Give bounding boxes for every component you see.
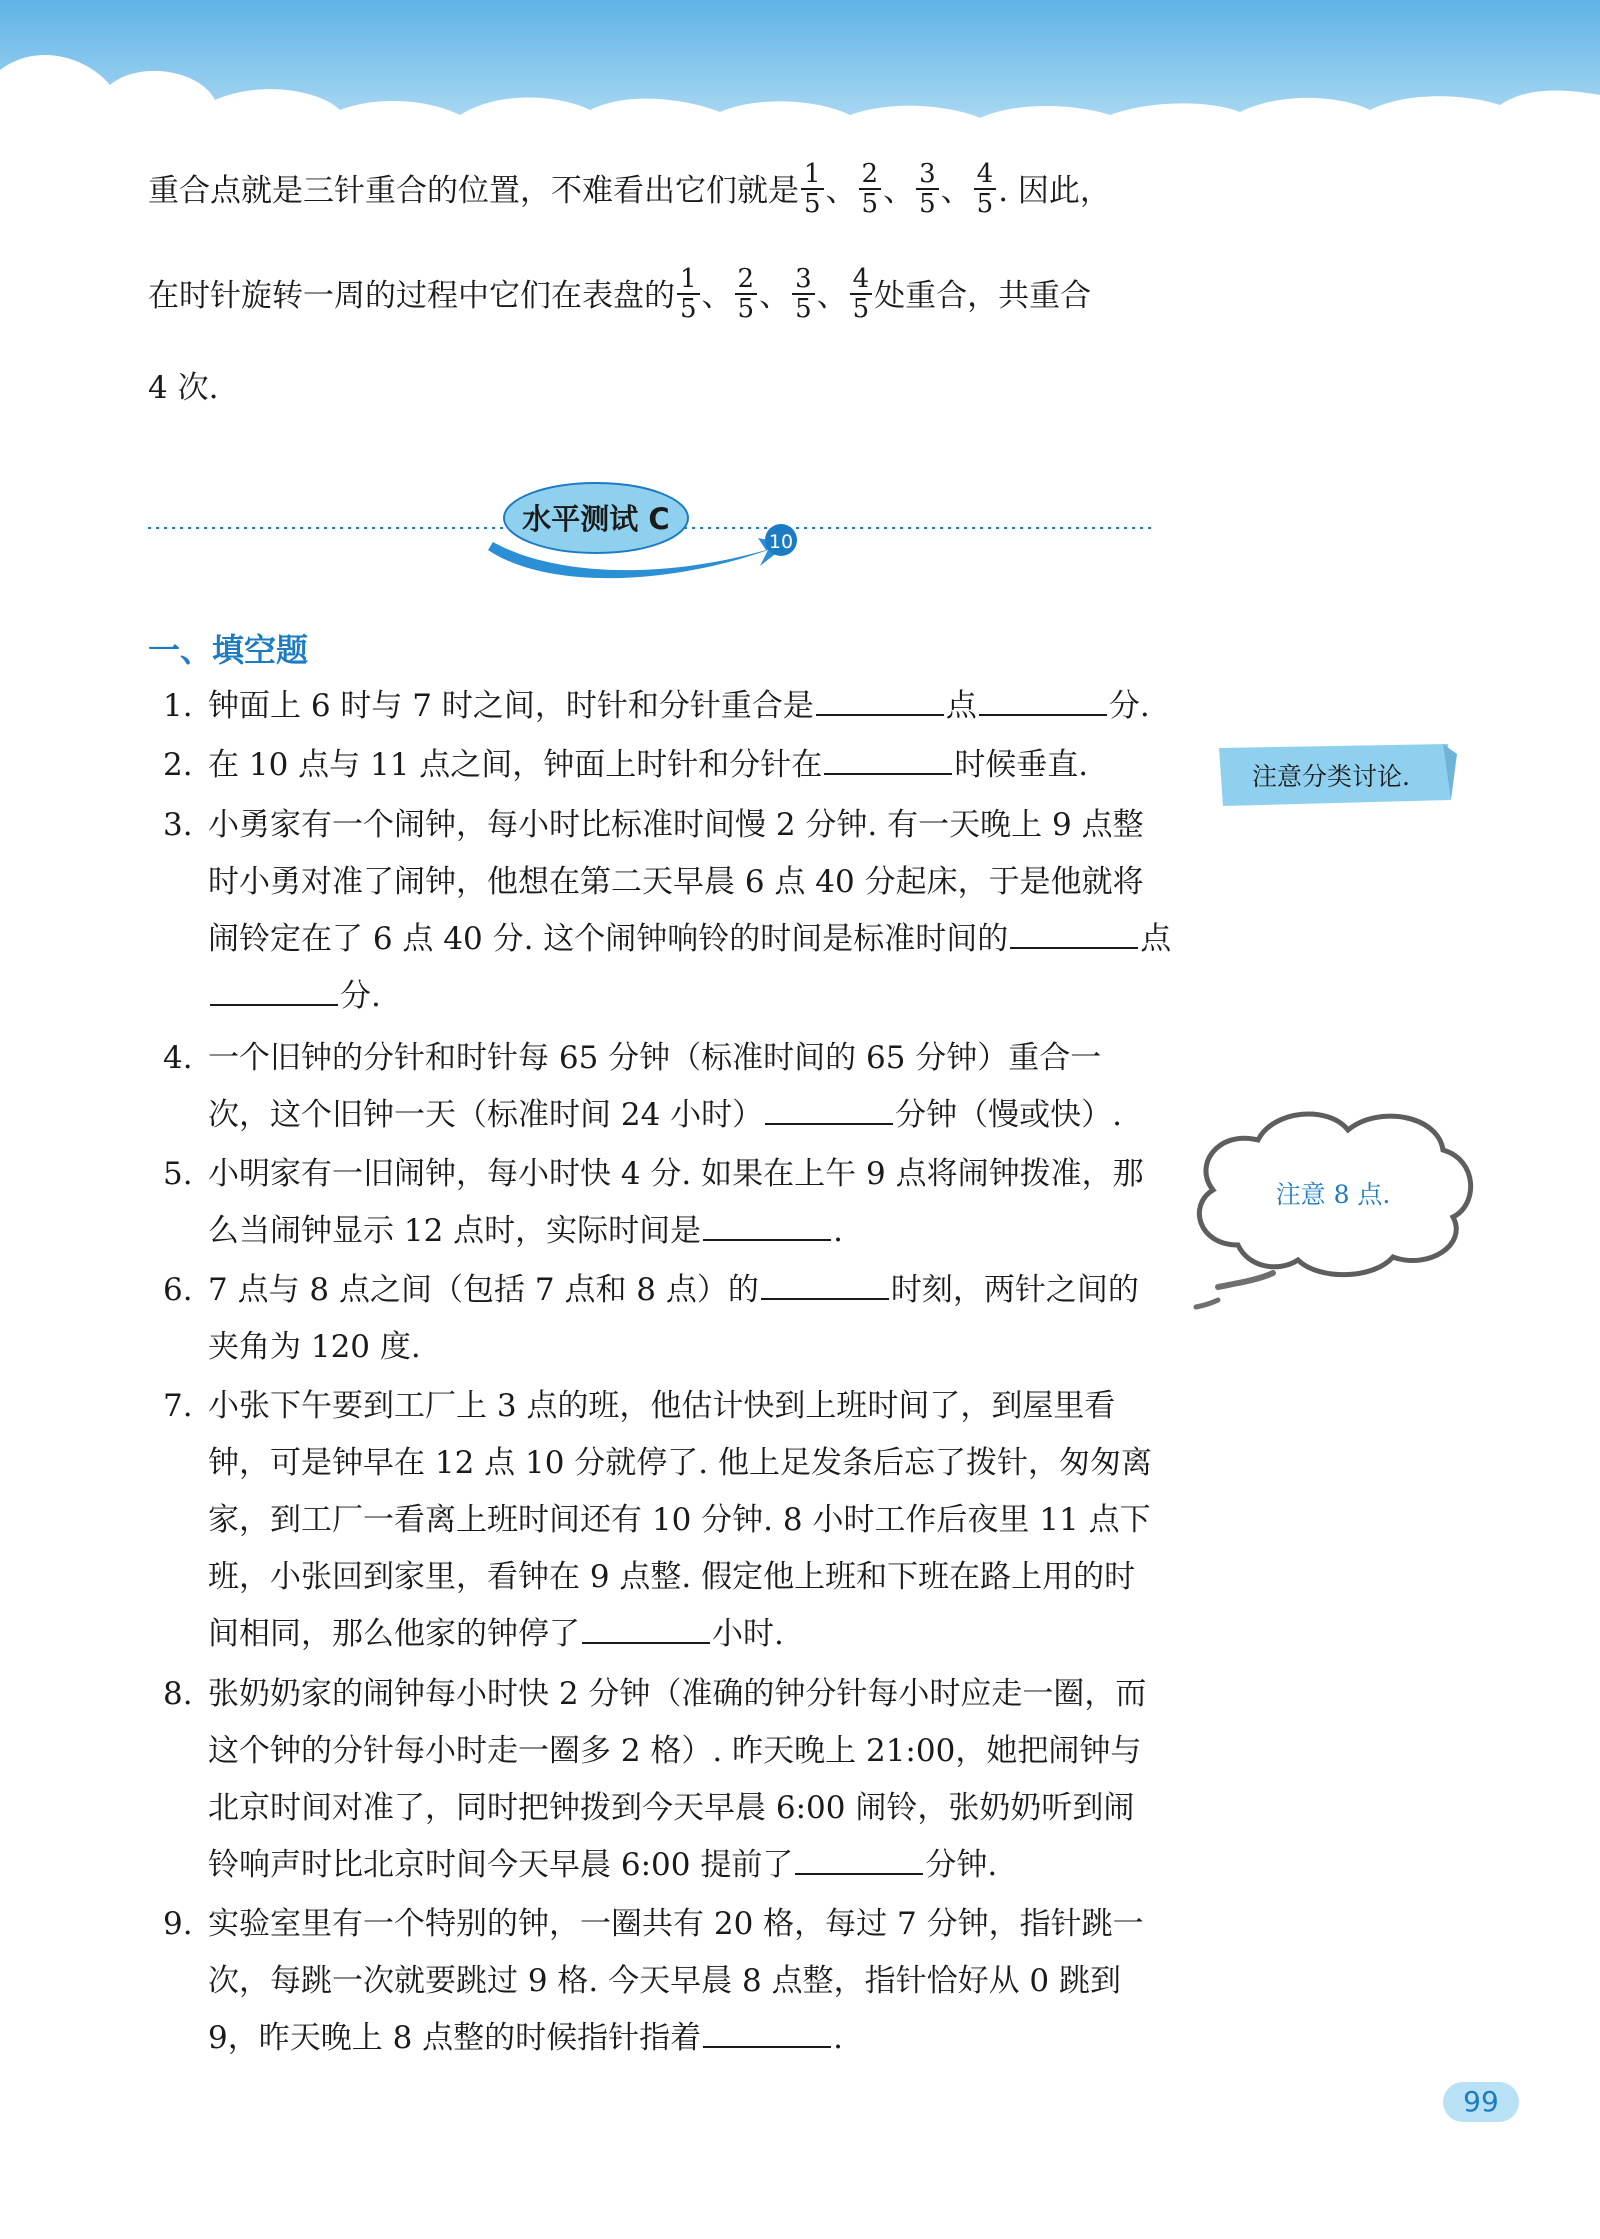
- sky-cloud-header: [0, 0, 1600, 170]
- answer-blank[interactable]: [210, 976, 338, 1006]
- fraction: $\frac{1}{5}$: [801, 160, 824, 218]
- intro-text: 在时针旋转一周的过程中它们在表盘的: [148, 278, 675, 314]
- page-number: 99: [1443, 2082, 1519, 2122]
- answer-blank[interactable]: [703, 1211, 831, 1241]
- banner-badge: 10: [768, 531, 794, 553]
- fraction: $\frac{2}{5}$: [735, 265, 758, 323]
- answer-blank[interactable]: [703, 2018, 831, 2048]
- intro-text: 4 次.: [148, 370, 219, 406]
- fraction: $\frac{3}{5}$: [916, 160, 939, 218]
- tag-note-text: 注意分类讨论.: [1252, 762, 1410, 791]
- answer-blank[interactable]: [582, 1614, 710, 1644]
- fraction: $\frac{2}{5}$: [859, 160, 882, 218]
- answer-blank[interactable]: [795, 1845, 923, 1875]
- answer-blank[interactable]: [761, 1270, 889, 1300]
- intro-text: 重合点就是三针重合的位置，不难看出它们就是: [148, 173, 799, 209]
- intro-line-2: 在时针旋转一周的过程中它们在表盘的 $\frac{1}{5}$ 、 $\frac{2}{5}$ 、 $\frac{3}{5}$ 、 $\frac{4}{5}$ 处重合，共重合: [148, 263, 1092, 324]
- answer-blank[interactable]: [824, 745, 952, 775]
- question-3: 3. 小勇家有一个闹钟，每小时比标准时间慢 2 分钟. 有一天晚上 9 点整时小勇对准了闹钟，他想在第二天早晨 6 点 40 分起床，于是他就将闹铃定在了 6 点 40 分. 这个闹钟响铃的时间是标准时间的 点分.: [163, 807, 1172, 1014]
- answer-blank[interactable]: [979, 686, 1107, 716]
- question-6: 6. 7 点与 8 点之间（包括 7 点和 8 点）的 时刻，两针之间的夹角为 120 度.: [163, 1272, 1139, 1365]
- question-9: 9. 实验室里有一个特别的钟，一圈共有 20 格，每过 7 分钟，指针跳一次，每跳一次就要跳过 9 格. 今天早晨 8 点整，指针恰好从 0 跳到 9，昨天晚上 8 点整的时候指针指着 .: [163, 1906, 1144, 2056]
- fraction: $\frac{1}{5}$: [677, 265, 700, 323]
- intro-text: 处重合，共重合: [874, 278, 1092, 314]
- question-8: 8. 张奶奶家的闹钟每小时快 2 分钟（准确的钟分针每小时应走一圈，而这个钟的分针每小时走一圈多 2 格）. 昨天晚上 21:00，她把闹钟与北京时间对准了，同时把钟拨到今天早晨 6:00 闹铃，张奶奶听到闹铃响声时比北京时间今天早晨 6:00 提前了 分钟.: [163, 1676, 1147, 1883]
- cloud-note: [1178, 1095, 1488, 1315]
- intro-line-3: [148, 360, 1153, 417]
- note-tag: [1213, 742, 1458, 812]
- section-title: 一、填空题: [148, 631, 309, 669]
- question-5: 5. 小明家有一旧闹钟，每小时快 4 分. 如果在上午 9 点将闹钟拨准，那么当闹钟显示 12 点时，实际时间是 .: [163, 1156, 1144, 1249]
- question-2: 2. 在 10 点与 11 点之间，钟面上时针和分针在 时候垂直.: [163, 747, 1089, 783]
- question-4: 4. 一个旧钟的分针和时针每 65 分钟（标准时间的 65 分钟）重合一次，这个旧钟一天（标准时间 24 小时） 分钟（慢或快）.: [163, 1040, 1123, 1133]
- section-banner: [148, 480, 1153, 590]
- fraction: $\frac{3}{5}$: [792, 265, 815, 323]
- banner-title: 水平测试 C: [522, 502, 670, 536]
- answer-blank[interactable]: [816, 686, 944, 716]
- fraction: $\frac{4}{5}$: [850, 265, 873, 323]
- cloud-note-text: 注意 8 点.: [1275, 1180, 1391, 1209]
- answer-blank[interactable]: [1010, 919, 1138, 949]
- fraction: $\frac{4}{5}$: [974, 160, 997, 218]
- question-1: 1. 钟面上 6 时与 7 时之间，时针和分针重合是 点 分.: [163, 688, 1150, 724]
- answer-blank[interactable]: [765, 1095, 893, 1125]
- intro-text: . 因此，: [998, 173, 1111, 209]
- question-7: 7. 小张下午要到工厂上 3 点的班，他估计快到上班时间了，到屋里看钟，可是钟早在 12 点 10 分就停了. 他上足发条后忘了拨针，匆匆离家，到工厂一看离上班时间还有 10 分钟. 8 小时工作后夜里 11 点下班，小张回到家里，看钟在 9 点整. 假定他上班和下班在路上用的时间相同，那么他家的钟停了 小时.: [163, 1388, 1153, 1652]
- intro-line-1: 重合点就是三针重合的位置，不难看出它们就是 $\frac{1}{5}$ 、 $\frac{2}{5}$ 、 $\frac{3}{5}$ 、 $\frac{4}{5}$ . 因此，: [148, 158, 1111, 219]
